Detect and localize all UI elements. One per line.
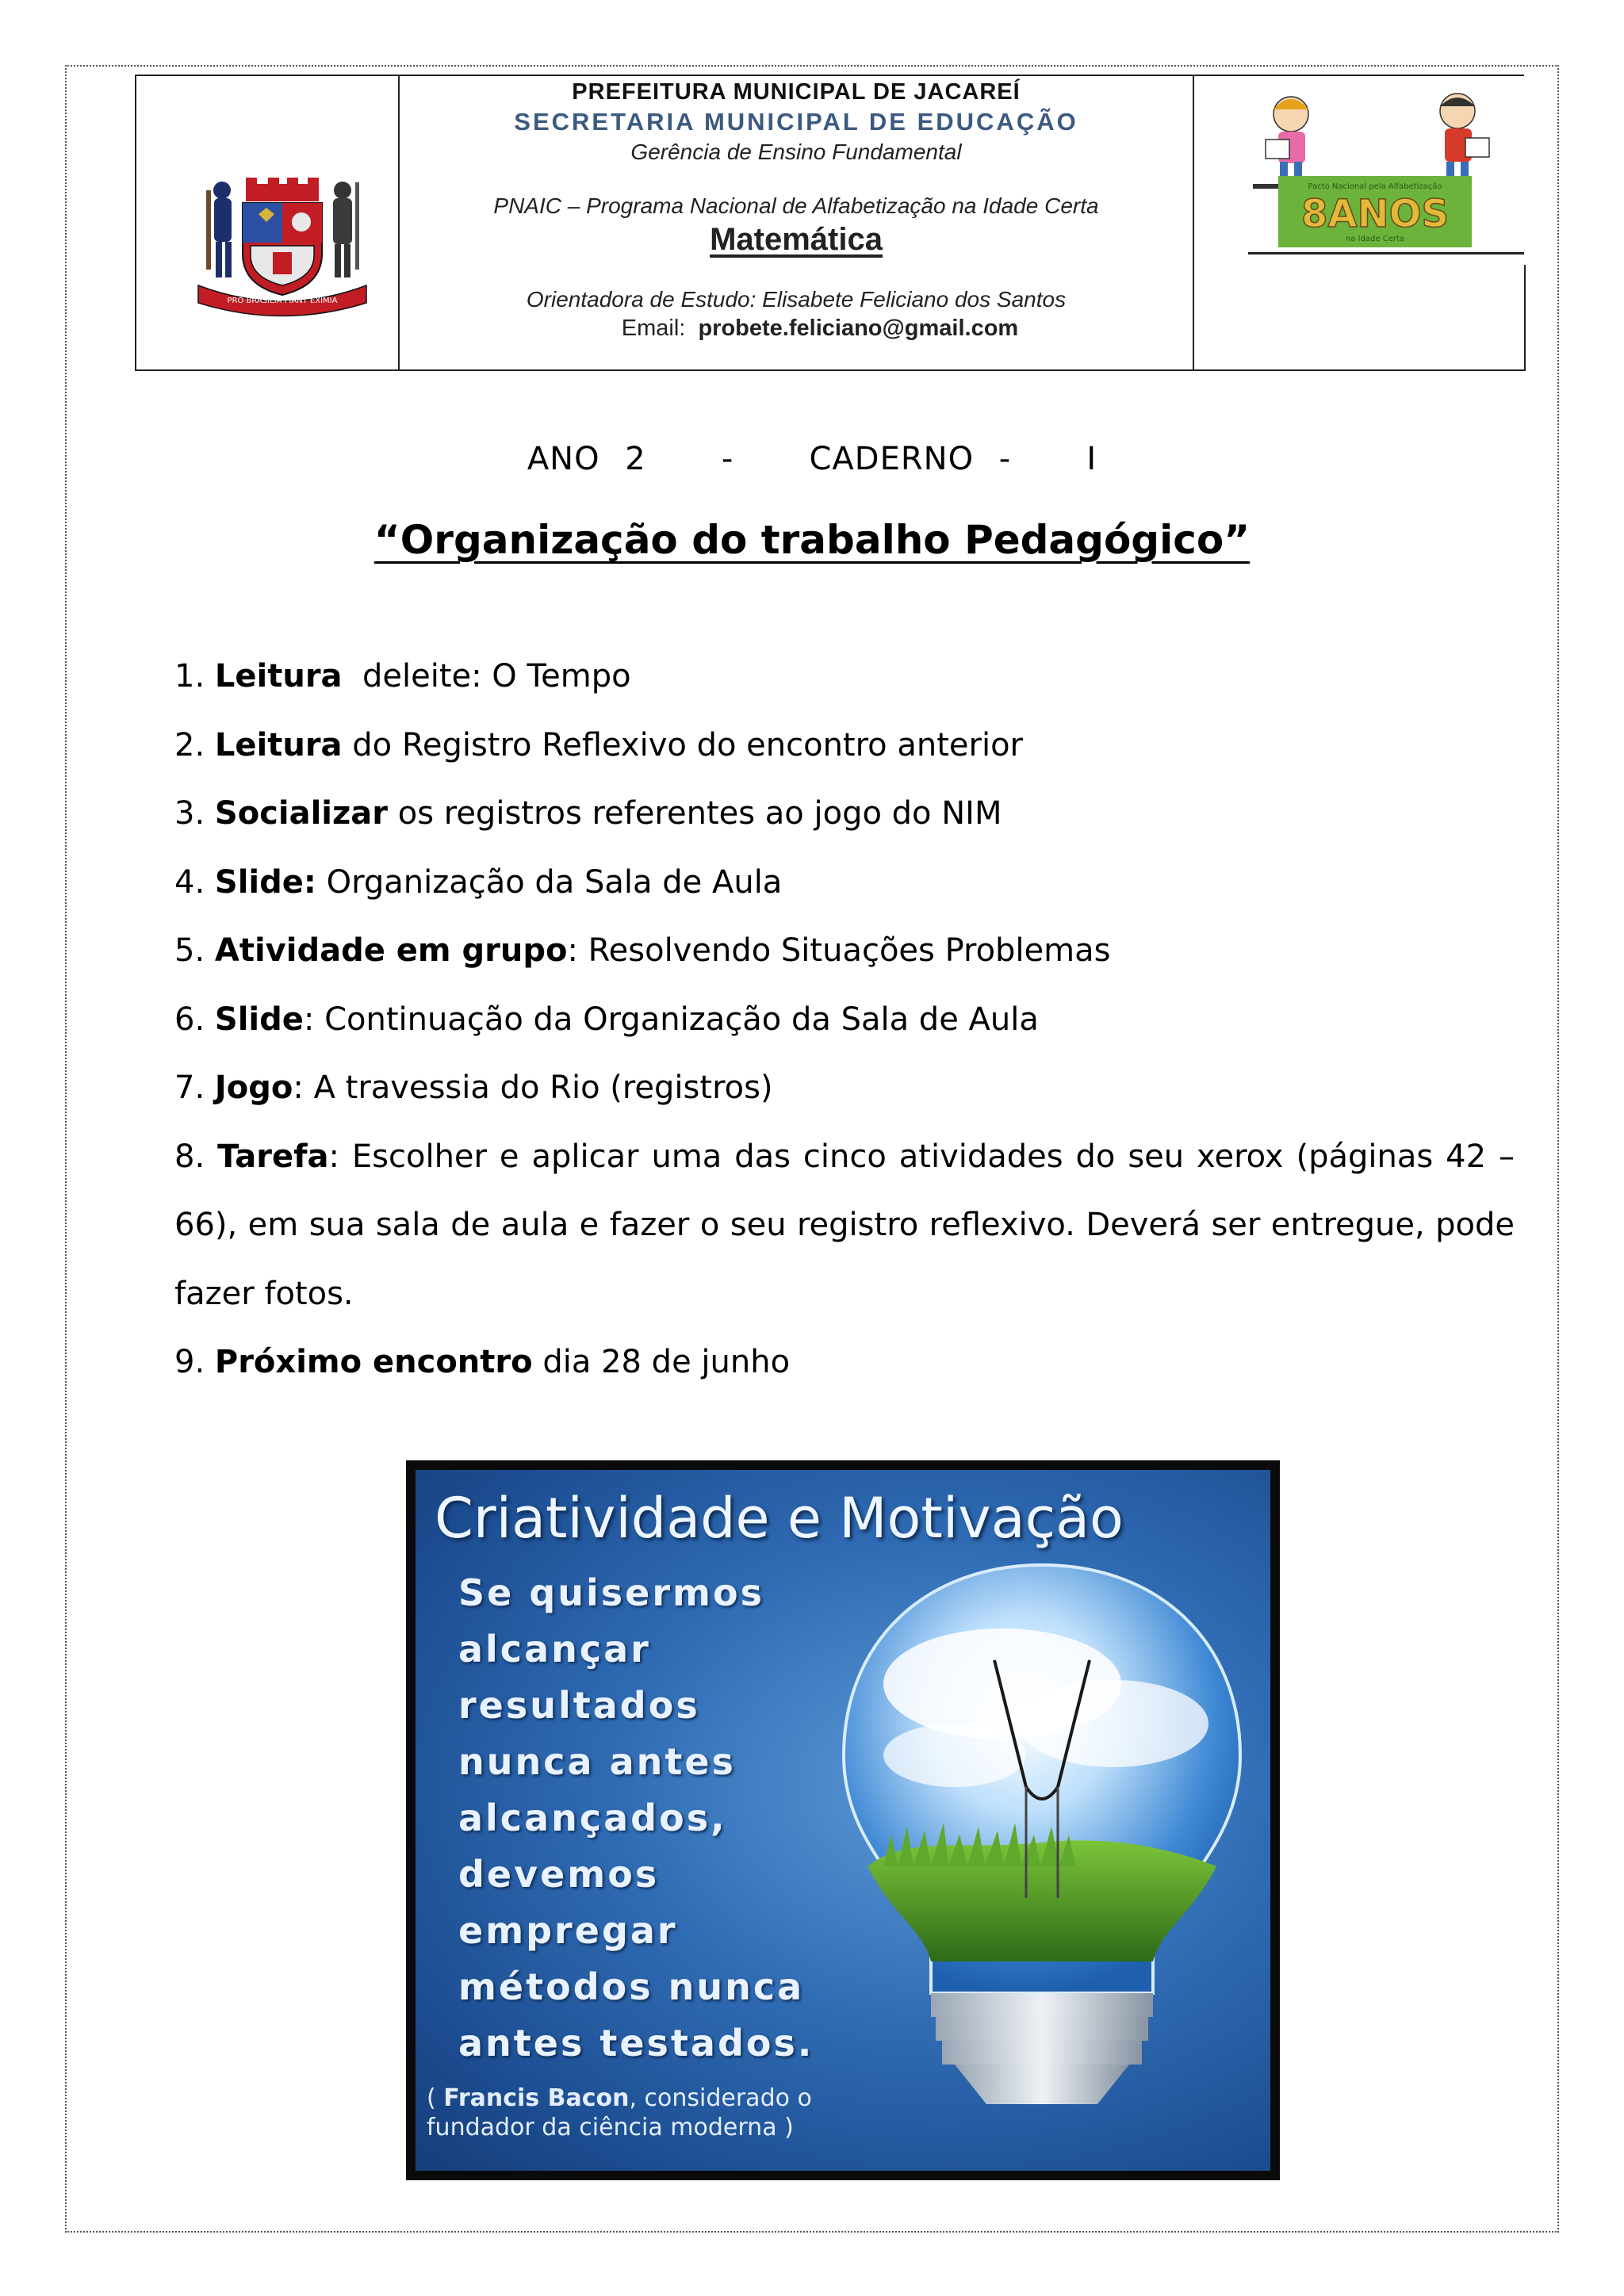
lightbulb-grass-icon	[812, 1549, 1270, 2152]
logo-underline	[1248, 252, 1527, 254]
logo-text: 8ANOS	[1300, 192, 1450, 236]
gerencia-subtitle: Gerência de Ensino Fundamental	[630, 140, 962, 164]
materia-title: Matemática	[710, 222, 883, 257]
pnaic-8anos-logo-icon	[1242, 82, 1511, 257]
crest-cell	[136, 76, 398, 369]
prefeitura-title: PREFEITURA MUNICIPAL DE JACAREÍ	[572, 79, 1021, 105]
svg-text:Pacto Nacional pela Alfabetiza: Pacto Nacional pela Alfabetização	[1308, 182, 1442, 191]
secretaria-title: SECRETARIA MUNICIPAL DE EDUCAÇÃO	[514, 108, 1078, 136]
agenda-item: 7. Jogo: A travessia do Rio (registros)	[174, 1070, 773, 1106]
agenda-item: 8. Tarefa: Escolher e aplicar uma das cinco atividades do seu xerox (páginas 42 – 66), em sua sala de aula e fazer o seu registro reflexivo. Deverá ser entregue, pode fazer fotos.	[174, 1138, 1515, 1312]
svg-text:na Idade Certa: na Idade Certa	[1345, 235, 1405, 243]
agenda-list	[174, 642, 1515, 1397]
ano-caderno-line: ANO 2 - CADERNO - I	[527, 441, 1097, 477]
agenda-item: 6. Slide: Continuação da Organização da Sala de Aula	[174, 1001, 1039, 1038]
agenda-item: 9. Próximo encontro dia 28 de junho	[174, 1344, 791, 1380]
document-title: “Organização do trabalho Pedagógico”	[373, 517, 1251, 563]
logo-cell	[1193, 76, 1527, 369]
poster-credit: ( Francis Bacon, considerado o fundador da ciência moderna )	[427, 2084, 812, 2141]
orientadora-line: Orientadora de Estudo: Elisabete Feliciano dos Santos	[526, 287, 1067, 312]
crest-motto: PRO BRASILIA FIANT EXIMIA	[227, 297, 338, 305]
agenda-item: 4. Slide: Organização da Sala de Aula	[174, 863, 783, 901]
agenda-item: 2. Leitura do Registro Reflexivo do encontro anterior	[174, 726, 1024, 763]
motivation-poster	[406, 1460, 1280, 2180]
pnaic-line: PNAIC – Programa Nacional de Alfabetização na Idade Certa	[493, 193, 1099, 218]
agenda-item: 1. Leitura deleite: O Tempo	[174, 658, 631, 695]
email-line: Email: probete.feliciano@gmail.com	[621, 316, 1019, 341]
agenda-item: 3. Socializar os registros referentes ao jogo do NIM	[174, 795, 1002, 832]
poster-quote: Se quisermos alcançar resultados nunca antes alcançados, devemos empregar métodos nunca antes testados.	[458, 1571, 814, 2064]
header-text-cell	[398, 76, 1193, 369]
email-link[interactable]: probete.feliciano@gmail.com	[698, 316, 1019, 341]
poster-title: Criatividade e Motivação	[435, 1486, 1124, 1551]
agenda-item: 5. Atividade em grupo: Resolvendo Situações Problemas	[174, 932, 1111, 969]
jacarei-crest-icon	[190, 166, 373, 317]
header-table	[135, 75, 1526, 371]
